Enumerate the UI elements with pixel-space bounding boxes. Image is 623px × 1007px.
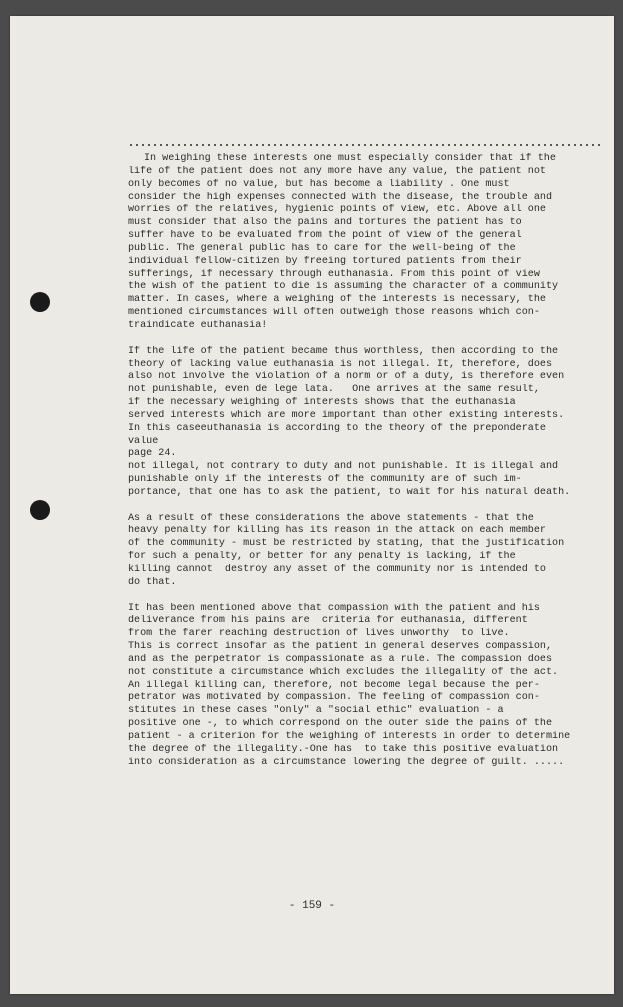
text-line: petrator was motivated by compassion. The feeling of compassion con- <box>128 692 540 704</box>
text-line: the wish of the patient to die is assuming the character of a community <box>128 281 559 293</box>
text-line: suffer have to be evaluated from the point of view of the general <box>128 230 522 242</box>
text-line: punishable only if the interests of the community are of such im- <box>128 474 522 486</box>
text-line: value <box>128 435 159 447</box>
text-line: As a result of these considerations the above statements - that the <box>128 512 534 524</box>
text-line: heavy penalty for killing has its reason in the attack on each member <box>128 525 546 537</box>
text-line: portance, that one has to ask the patient, to wait for his natural death. <box>128 486 571 498</box>
text-line: killing cannot destroy any asset of the community nor is intended to <box>128 564 546 575</box>
text-line: page 24. <box>128 448 177 460</box>
text-line: patient - a criterion for the weighing of interests in order to determine <box>128 730 571 742</box>
document-page <box>10 16 614 994</box>
punch-hole-top <box>30 292 50 312</box>
paragraph <box>128 153 600 333</box>
text-line: theory of lacking value euthanasia is not illegal. It, therefore, does <box>128 358 553 370</box>
text-line: the degree of the illegality.-One has to take this positive evaluation <box>128 743 559 755</box>
text-line: do that. <box>128 576 177 588</box>
text-line: if the necessary weighing of interests shows that the euthanasia <box>128 397 516 409</box>
text-line: only becomes of no value, but has become a liability . One must <box>128 178 510 190</box>
text-line: life of the patient does not any more have any value, the patient not <box>128 165 546 177</box>
text-line: not constitute a circumstance which excludes the illegality of the act. <box>128 666 559 678</box>
text-line: sufferings, if necessary through euthanasia. From this point of view <box>128 268 540 280</box>
text-line: This is correct insofar as the patient in general deserves compassion, <box>128 641 553 653</box>
text-line: into consideration as a circumstance lowering the degree of guilt. ..... <box>128 756 565 768</box>
text-line: If the life of the patient became thus worthless, then according to the <box>128 345 559 357</box>
paragraph-list <box>128 153 600 770</box>
text-line: traindicate euthanasia! <box>128 319 268 331</box>
text-line: of the community - must be restricted by stating, that the justification <box>128 538 565 550</box>
text-line: also not involve the violation of a norm or of a duty, is therefore even <box>128 371 565 383</box>
text-line: In this caseeuthanasia is according to the theory of the preponderate <box>128 422 546 434</box>
text-line: for such a penalty, or better for any penalty is lacking, if the <box>128 551 516 563</box>
text-line: from the farer reaching destruction of lives unworthy to live. <box>128 628 510 640</box>
text-line: consider the high expenses connected with the disease, the trouble and <box>128 191 553 203</box>
text-line: stitutes in these cases "only" a "social ethic" evaluation - a <box>128 705 504 717</box>
text-line: and as the perpetrator is compassionate as a rule. The compassion does <box>128 653 553 665</box>
text-line: deliverance from his pains are criteria for euthanasia, different <box>128 615 528 627</box>
paragraph-gap <box>128 333 600 346</box>
text-line: In weighing these interests one must especially consider that if the <box>144 153 556 164</box>
text-line: served interests which are more important than other existing interests. <box>128 409 565 421</box>
page-number: - 159 - <box>288 900 336 912</box>
text-line: mentioned circumstances will often outweigh those reasons which con- <box>128 307 540 319</box>
text-line: public. The general public has to care for the well-being of the <box>128 242 516 254</box>
text-line: must consider that also the pains and tortures the patient has to <box>128 217 522 229</box>
document-body <box>128 140 600 770</box>
text-line: not illegal, not contrary to duty and not punishable. It is illegal and <box>128 461 559 473</box>
text-line: It has been mentioned above that compassion with the patient and his <box>128 602 540 614</box>
text-line: worries of the relatives, hygienic points of view, etc. Above all one <box>128 204 546 216</box>
text-line: not punishable, even de lege lata. One arrives at the same result, <box>128 384 540 396</box>
paragraph-gap <box>128 590 600 603</box>
paragraph <box>128 513 600 590</box>
text-line: individual fellow-citizen by freeing tortured patients from their <box>128 255 522 267</box>
text-line: positive one -, to which correspond on the outer side the pains of the <box>128 718 553 730</box>
text-line: matter. In cases, where a weighing of the interests is necessary, the <box>128 294 546 306</box>
paragraph <box>128 346 600 500</box>
paragraph-gap <box>128 500 600 513</box>
paragraph <box>128 603 600 770</box>
dotted-separator <box>128 142 600 148</box>
text-line: An illegal killing can, therefore, not become legal because the per- <box>128 679 540 691</box>
punch-hole-bottom <box>30 500 50 520</box>
